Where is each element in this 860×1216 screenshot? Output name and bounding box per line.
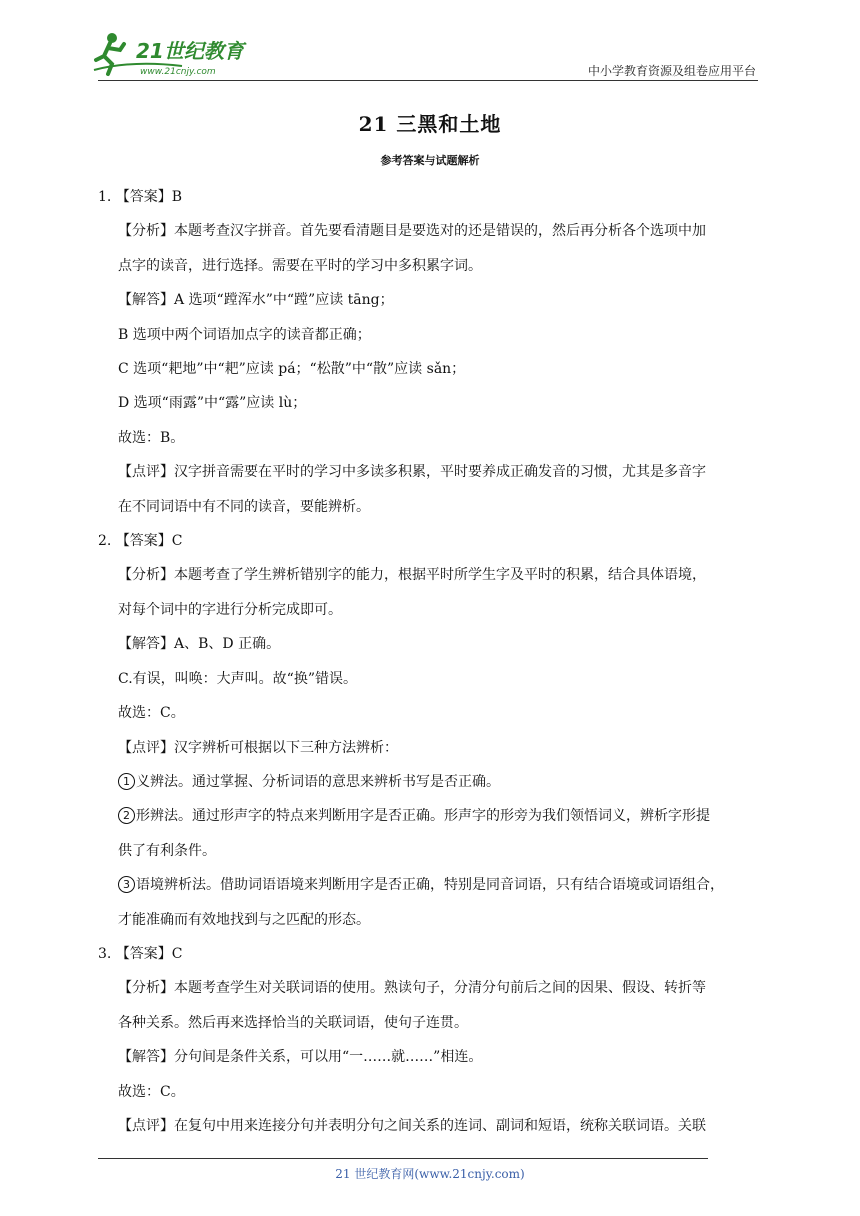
text-line [98, 214, 764, 248]
circled-number: 3 [118, 876, 135, 893]
page-header [0, 0, 860, 85]
text-line [98, 1075, 764, 1109]
answer-content [98, 180, 764, 1143]
text-line [98, 249, 764, 283]
text-line-content: 【解答】分句间是条件关系，可以用“一……就……”相连。 [118, 1049, 483, 1066]
text-line [98, 455, 764, 489]
text-line-content: 语境辨析法。借助词语语境来判断用字是否正确，特别是同音词语，只有结合语境或词语组合， [136, 877, 724, 894]
text-line-content: B 选项中两个词语加点字的读音都正确； [118, 326, 371, 343]
circled-number: 1 [118, 773, 135, 790]
text-line [98, 937, 764, 971]
text-line-content: 【解答】A、B、D 正确。 [118, 636, 281, 653]
text-line-content: 点字的读音，进行选择。需要在平时的学习中多积累字词。 [118, 257, 482, 274]
circled-number: 2 [118, 807, 135, 824]
text-line-content: 义辨法。通过掌握、分析词语的意思来辨析书写是否正确。 [136, 773, 500, 790]
text-line-content: 故选：B。 [118, 429, 185, 446]
text-line [98, 903, 764, 937]
text-line-content: 【分析】本题考查学生对关联词语的使用。熟读句子，分清分句前后之间的因果、假设、转折等 [118, 980, 706, 997]
text-line [98, 731, 764, 765]
text-line [98, 283, 764, 317]
footer-divider [98, 1158, 708, 1159]
text-line-content: 各种关系。然后再来选择恰当的关联词语，使句子连贯。 [118, 1014, 468, 1031]
page-subtitle: 参考答案与试题解析 [380, 154, 480, 167]
text-line-content: 故选：C。 [118, 705, 185, 722]
text-line [98, 868, 764, 902]
text-line-content: 【点评】汉字拼音需要在平时的学习中多读多积累，平时要养成正确发音的习惯，尤其是多音字 [118, 464, 706, 481]
page-title: 21 三黑和土地 [358, 112, 502, 136]
text-line-content: 供了有利条件。 [118, 842, 216, 859]
text-line [98, 1006, 764, 1040]
text-line-content: 在不同词语中有不同的读音，要能辨析。 [118, 498, 370, 515]
text-line-content: 【解答】A 选项“蹚浑水”中“蹚”应读 tāng； [118, 292, 394, 309]
footer-text: 21 世纪教育网(www.21cnjy.com) [335, 1167, 525, 1181]
header-divider [98, 80, 758, 81]
text-line-content: 对每个词中的字进行分析完成即可。 [118, 601, 342, 618]
text-line [98, 421, 764, 455]
text-line-content: 2. 【答案】C [98, 533, 183, 550]
text-line [98, 627, 764, 661]
text-line [98, 524, 764, 558]
svg-text:www.21cnjy.com: www.21cnjy.com [140, 67, 216, 77]
svg-text:21世纪教育: 21世纪教育 [136, 39, 244, 63]
text-line [98, 490, 764, 524]
text-line [98, 834, 764, 868]
logo [92, 30, 262, 78]
text-line [98, 180, 764, 214]
text-line [98, 352, 764, 386]
header-platform-text: 中小学教育资源及组卷应用平台 [587, 64, 756, 78]
text-line [98, 386, 764, 420]
text-line-content: 才能准确而有效地找到与之匹配的形态。 [118, 911, 370, 928]
text-line-content: 【分析】本题考查汉字拼音。首先要看清题目是要选对的还是错误的，然后再分析各个选项中加 [118, 223, 706, 240]
text-line [98, 799, 764, 833]
text-line-content: 【分析】本题考查了学生辨析错别字的能力，根据平时所学生字及平时的积累，结合具体语境， [118, 567, 706, 584]
text-line [98, 558, 764, 592]
text-line-content: 【点评】汉字辨析可根据以下三种方法辨析： [118, 739, 398, 756]
text-line-content: 1. 【答案】B [98, 189, 183, 205]
text-line [98, 765, 764, 799]
text-line [98, 696, 764, 730]
text-line [98, 1040, 764, 1074]
text-line-content: 故选：C。 [118, 1083, 185, 1100]
text-line-content: C 选项“耙地”中“耙”应读 pá；“松散”中“散”应读 sǎn； [118, 361, 466, 378]
text-line-content: D 选项“雨露”中“露”应读 lù； [118, 395, 307, 412]
text-line [98, 971, 764, 1005]
text-line-content: C.有误，叫唤：大声叫。故“换”错误。 [118, 670, 357, 687]
text-line-content: 【点评】在复句中用来连接分句并表明分句之间关系的连词、副词和短语，统称关联词语。关联 [118, 1117, 706, 1134]
text-line [98, 318, 764, 352]
text-line [98, 662, 764, 696]
text-line-content: 形辨法。通过形声字的特点来判断用字是否正确。形声字的形旁为我们领悟词义，辨析字形提 [136, 808, 710, 825]
text-line [98, 1109, 764, 1143]
text-line-content: 3. 【答案】C [98, 945, 183, 962]
text-line [98, 593, 764, 627]
